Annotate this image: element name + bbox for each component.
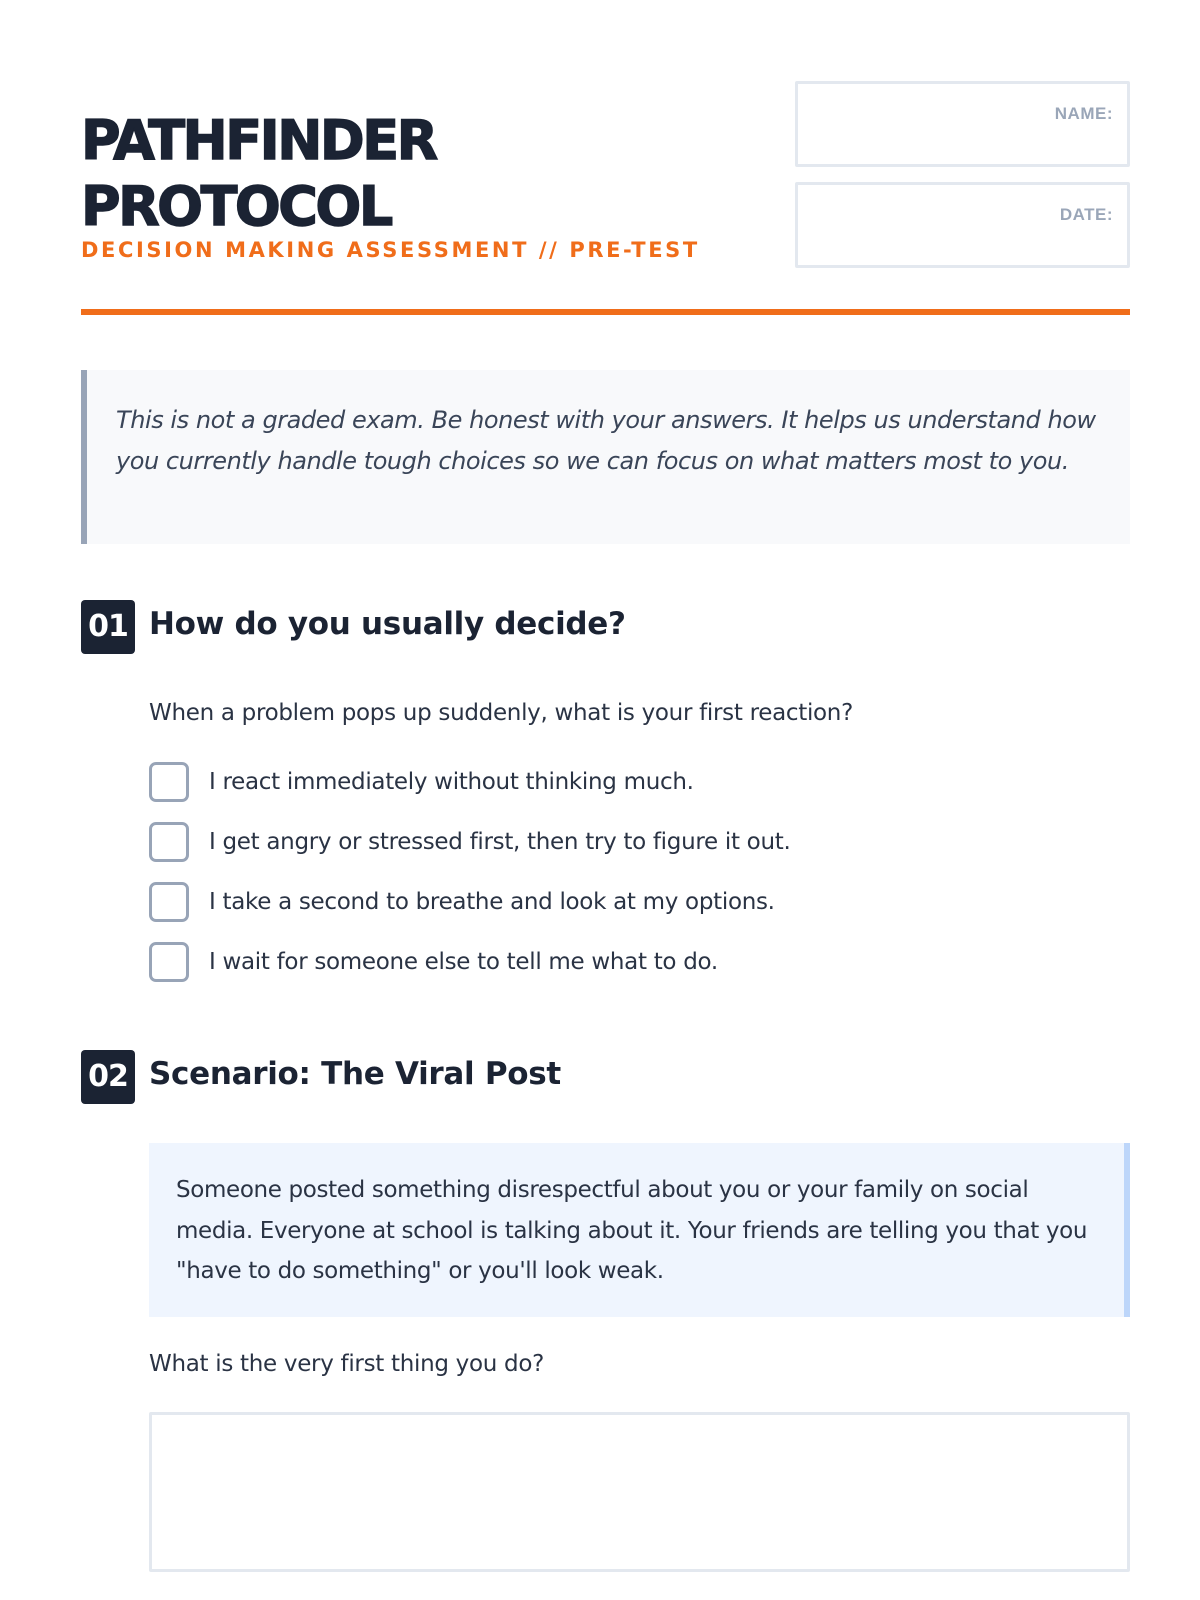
option-1[interactable] [149, 762, 694, 802]
name-label: NAME: [1054, 104, 1113, 123]
title-line-2: PROTOCOL [81, 175, 391, 238]
option-label: I take a second to breathe and look at my options. [209, 889, 775, 915]
header-divider [81, 309, 1130, 315]
name-value[interactable] [812, 128, 1113, 152]
checkbox[interactable] [149, 882, 189, 922]
option-label: I react immediately without thinking much. [209, 769, 694, 795]
checkbox[interactable] [149, 762, 189, 802]
checkbox[interactable] [149, 822, 189, 862]
scenario-text: Someone posted something disrespectful about you or your family on social media. Everyone at school is talking about it. Your friends are telling you that you "have to do something" or you'll look weak. [176, 1177, 1088, 1284]
intro-note [81, 370, 1130, 544]
option-label: I get angry or stressed first, then try to figure it out. [209, 829, 791, 855]
title-line-1: PATHFINDER [81, 109, 436, 172]
section-number-01: 01 [81, 600, 135, 654]
section-title-02: Scenario: The Viral Post [149, 1056, 561, 1092]
checkbox[interactable] [149, 942, 189, 982]
scenario-box [149, 1143, 1130, 1317]
answer-textarea[interactable] [149, 1412, 1130, 1572]
question-prompt-01: When a problem pops up suddenly, what is your first reaction? [149, 700, 853, 726]
worksheet-page [81, 0, 1130, 1600]
option-2[interactable] [149, 822, 790, 862]
question-prompt-02: What is the very first thing you do? [149, 1351, 545, 1377]
date-value[interactable] [812, 229, 1113, 253]
intro-text: This is not a graded exam. Be honest with your answers. It helps us understand how you currently handle tough choices so we can focus on what matters most to you. [116, 406, 1096, 475]
date-field[interactable] [795, 182, 1130, 268]
section-title-01: How do you usually decide? [149, 606, 626, 642]
option-3[interactable] [149, 882, 775, 922]
date-label: DATE: [1059, 205, 1113, 224]
name-field[interactable] [795, 81, 1130, 167]
title-block [81, 108, 436, 240]
subtitle: DECISION MAKING ASSESSMENT // PRE-TEST [81, 238, 700, 262]
option-label: I wait for someone else to tell me what to do. [209, 949, 718, 975]
section-number-02: 02 [81, 1050, 135, 1104]
option-4[interactable] [149, 942, 718, 982]
